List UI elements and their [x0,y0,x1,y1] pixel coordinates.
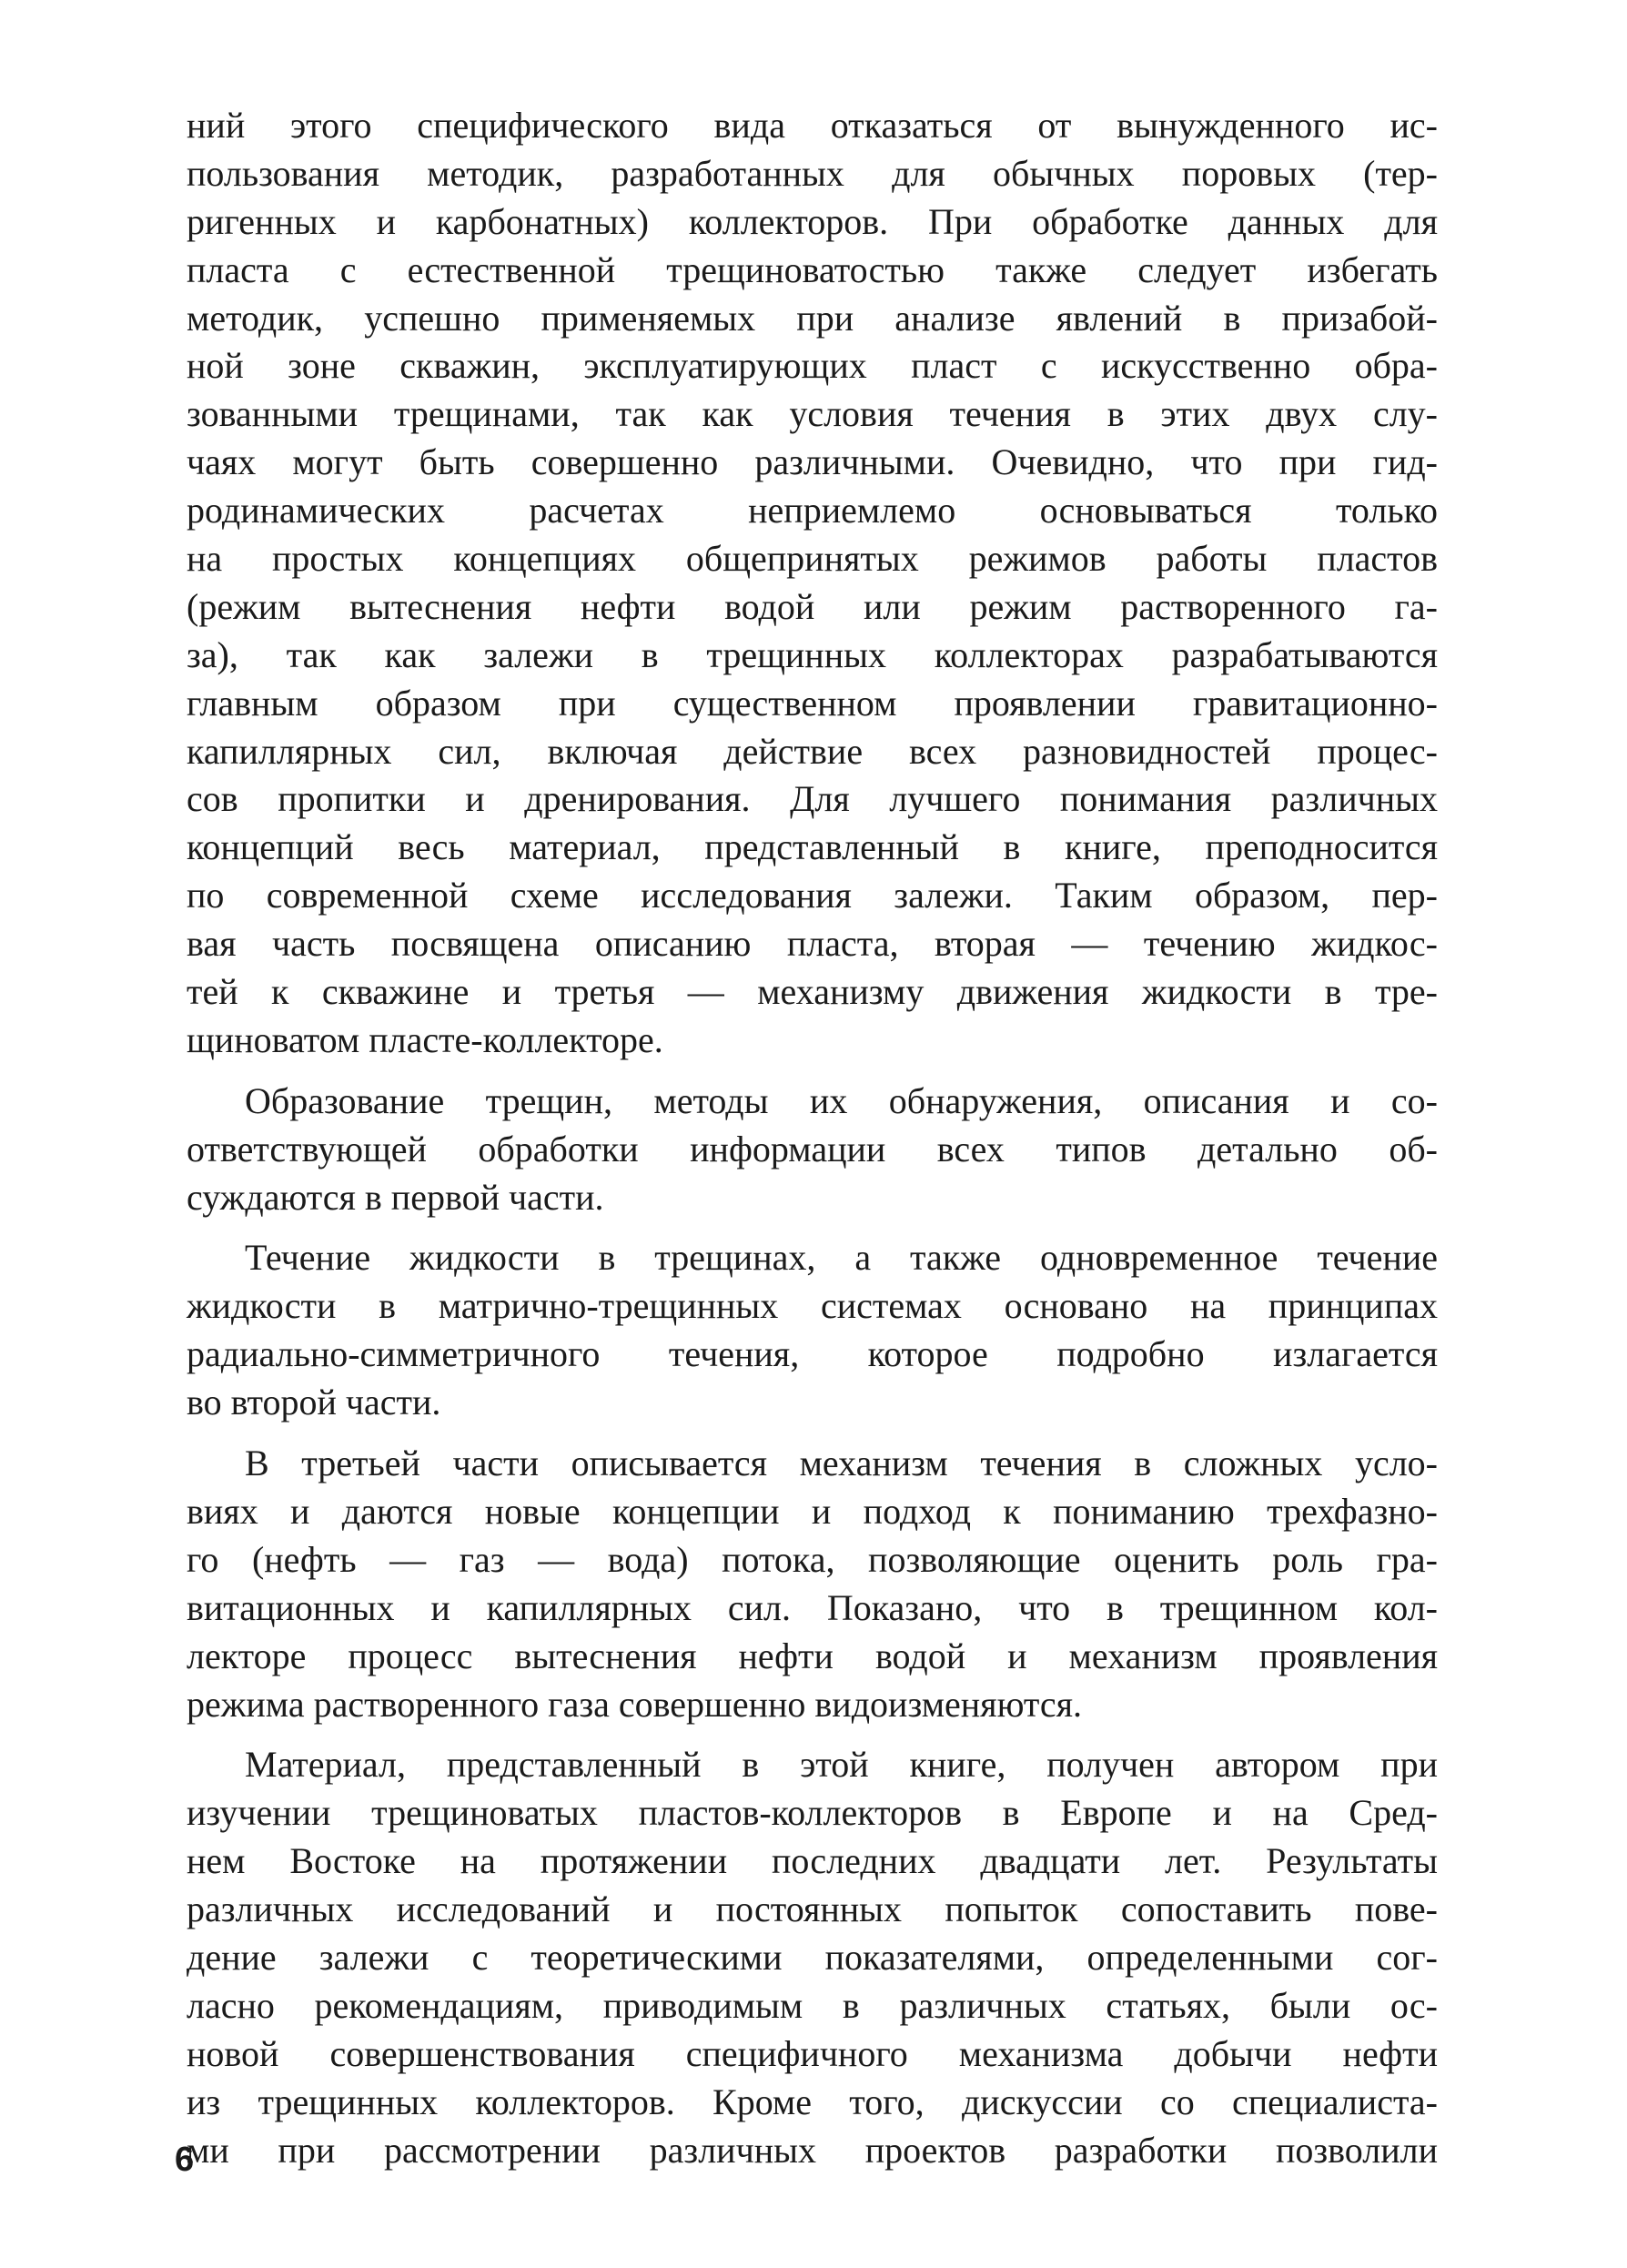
text-line: новой совершенствования специфичного механизма добычи нефти [187,2032,1438,2074]
paragraph-gap [187,1221,1438,1234]
text-line: виях и даются новые концепции и подход к пониманию трехфазно- [187,1490,1438,1532]
text-line: В третьей части описывается механизм течения в сложных усло- [245,1443,1438,1484]
page-number: 6 [175,2141,195,2179]
text-line: жидкости в матрично-трещинных системах основано на принципах [187,1285,1438,1327]
paragraph [187,1078,1438,1222]
text-line: радиально-симметричного течения, которое подробно излагается [187,1333,1438,1375]
text-line: ной зоне скважин, эксплуатирующих пласт с искусственно обра- [187,345,1438,387]
paragraph [187,1440,1438,1728]
text-line: ригенных и карбонатных) коллекторов. При обработке данных для [187,200,1438,242]
text-line: на простых концепциях общепринятых режимов работы пластов [187,538,1438,580]
text-line: из трещинных коллекторов. Кроме того, дискуссии со специалиста- [187,2081,1438,2122]
text-line: главным образом при существенном проявлении гравитационно- [187,682,1438,724]
text-line: сов пропитки и дренирования. Для лучшего понимания различных [187,778,1438,820]
text-line: ответствующей обработки информации всех типов детально об- [187,1128,1438,1169]
paragraph [187,1234,1438,1427]
page-body [187,102,1438,2171]
paragraph [187,1741,1438,2174]
text-line: ми при рассмотрении различных проектов разработки позволили [187,2129,1438,2171]
text-line: чаях могут быть совершенно различными. Очевидно, что при гид- [187,441,1438,483]
text-line: Материал, представленный в этой книге, получен автором при [245,1744,1438,1786]
text-line: изучении трещиноватых пластов-коллекторов в Европе и на Сред- [187,1792,1438,1834]
paragraph [187,102,1438,1065]
text-line: методик, успешно применяемых при анализе явлений в призабой- [187,297,1438,339]
text-line: вая часть посвящена описанию пласта, вторая — течению жидкос- [187,923,1438,965]
text-line: режима растворенного газа совершенно видоизменяются. [187,1683,1083,1725]
text-line: родинамических расчетах неприемлемо основываться только [187,490,1438,532]
text-line: зованными трещинами, так как условия течения в этих двух слу- [187,393,1438,435]
text-line: пользования методик, разработанных для обычных поровых (тер- [187,152,1438,194]
text-line: щиноватом пласте-коллекторе. [187,1018,663,1060]
text-line: лекторе процесс вытеснения нефти водой и механизм проявления [187,1635,1438,1676]
text-line: во второй части. [187,1382,441,1423]
text-line: тей к скважине и третья — механизму движения жидкости в тре- [187,971,1438,1013]
text-line: суждаются в первой части. [187,1176,604,1218]
text-line: по современной схеме исследования залежи. Таким образом, пер- [187,875,1438,916]
text-line: ний этого специфического вида отказаться от вынужденного ис- [187,105,1438,146]
paragraph-gap [187,1427,1438,1440]
paragraph-gap [187,1065,1438,1078]
text-line: за), так как залежи в трещинных коллекторах разрабатываются [187,633,1438,675]
text-line: различных исследований и постоянных попыток сопоставить пове- [187,1888,1438,1930]
text-line: пласта с естественной трещиноватостью также следует избегать [187,248,1438,290]
text-line: (режим вытеснения нефти водой или режим растворенного га- [187,585,1438,627]
text-line: Течение жидкости в трещинах, а также одновременное течение [245,1237,1438,1279]
text-line: ласно рекомендациям, приводимым в различных статьях, были ос- [187,1984,1438,2026]
text-line: концепций весь материал, представленный в книге, преподносится [187,826,1438,868]
text-line: нем Востоке на протяжении последних двадцати лет. Результаты [187,1840,1438,1882]
text-line: витационных и капиллярных сил. Показано, что в трещинном кол- [187,1586,1438,1628]
text-line: капиллярных сил, включая действие всех разновидностей процес- [187,730,1438,772]
paragraph-gap [187,1728,1438,1741]
text-line: го (нефть — газ — вода) потока, позволяющие оценить роль гра- [187,1538,1438,1580]
text-line: Образование трещин, методы их обнаружения, описания и со- [245,1079,1438,1121]
text-line: дение залежи с теоретическими показателями, определенными сог- [187,1936,1438,1978]
